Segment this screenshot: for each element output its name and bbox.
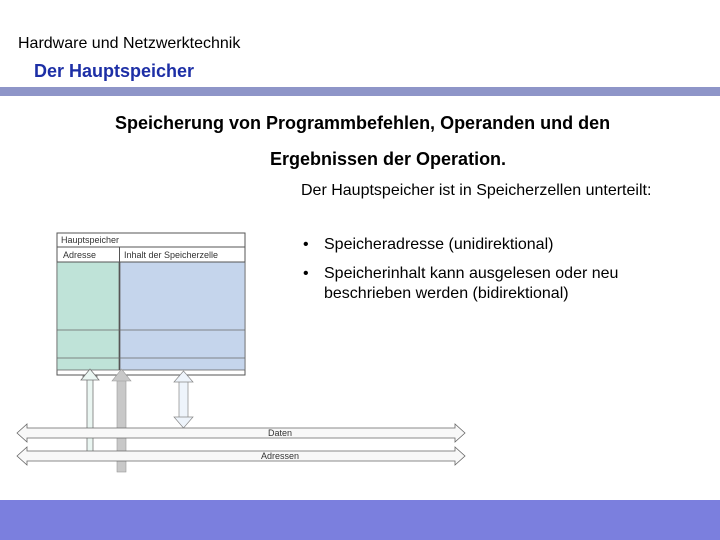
address-column <box>57 262 119 370</box>
bullet-icon: • <box>303 265 309 282</box>
content-column-label: Inhalt der Speicherzelle <box>124 250 219 260</box>
memory-title: Hauptspeicher <box>61 235 120 245</box>
bullet-text: Speicheradresse (unidirektional) <box>324 236 554 253</box>
footer-bar <box>0 500 720 540</box>
bullet-icon: • <box>303 236 309 253</box>
memory-table <box>57 233 245 375</box>
address-bus-label: Adressen <box>261 451 300 461</box>
bidirectional-arrow-icon <box>174 371 193 428</box>
address-arrow-icon <box>81 369 99 457</box>
data-bus-label: Daten <box>268 428 293 438</box>
headline-line-2: Ergebnissen der Operation. <box>270 149 507 169</box>
slide-title: Der Hauptspeicher <box>34 61 195 81</box>
address-bus <box>17 447 465 465</box>
intro-text: Der Hauptspeicher ist in Speicherzellen unterteilt: <box>301 182 652 199</box>
course-title: Hardware und Netzwerktechnik <box>18 35 241 52</box>
data-bus <box>17 424 465 442</box>
content-column <box>120 262 245 370</box>
headline-line-1: Speicherung von Programmbefehlen, Operanden und den <box>115 113 611 133</box>
address-column-label: Adresse <box>63 250 97 260</box>
bullet-text: Speicherinhalt kann ausgelesen oder neu beschrieben werden (bidirektional) <box>324 265 619 302</box>
